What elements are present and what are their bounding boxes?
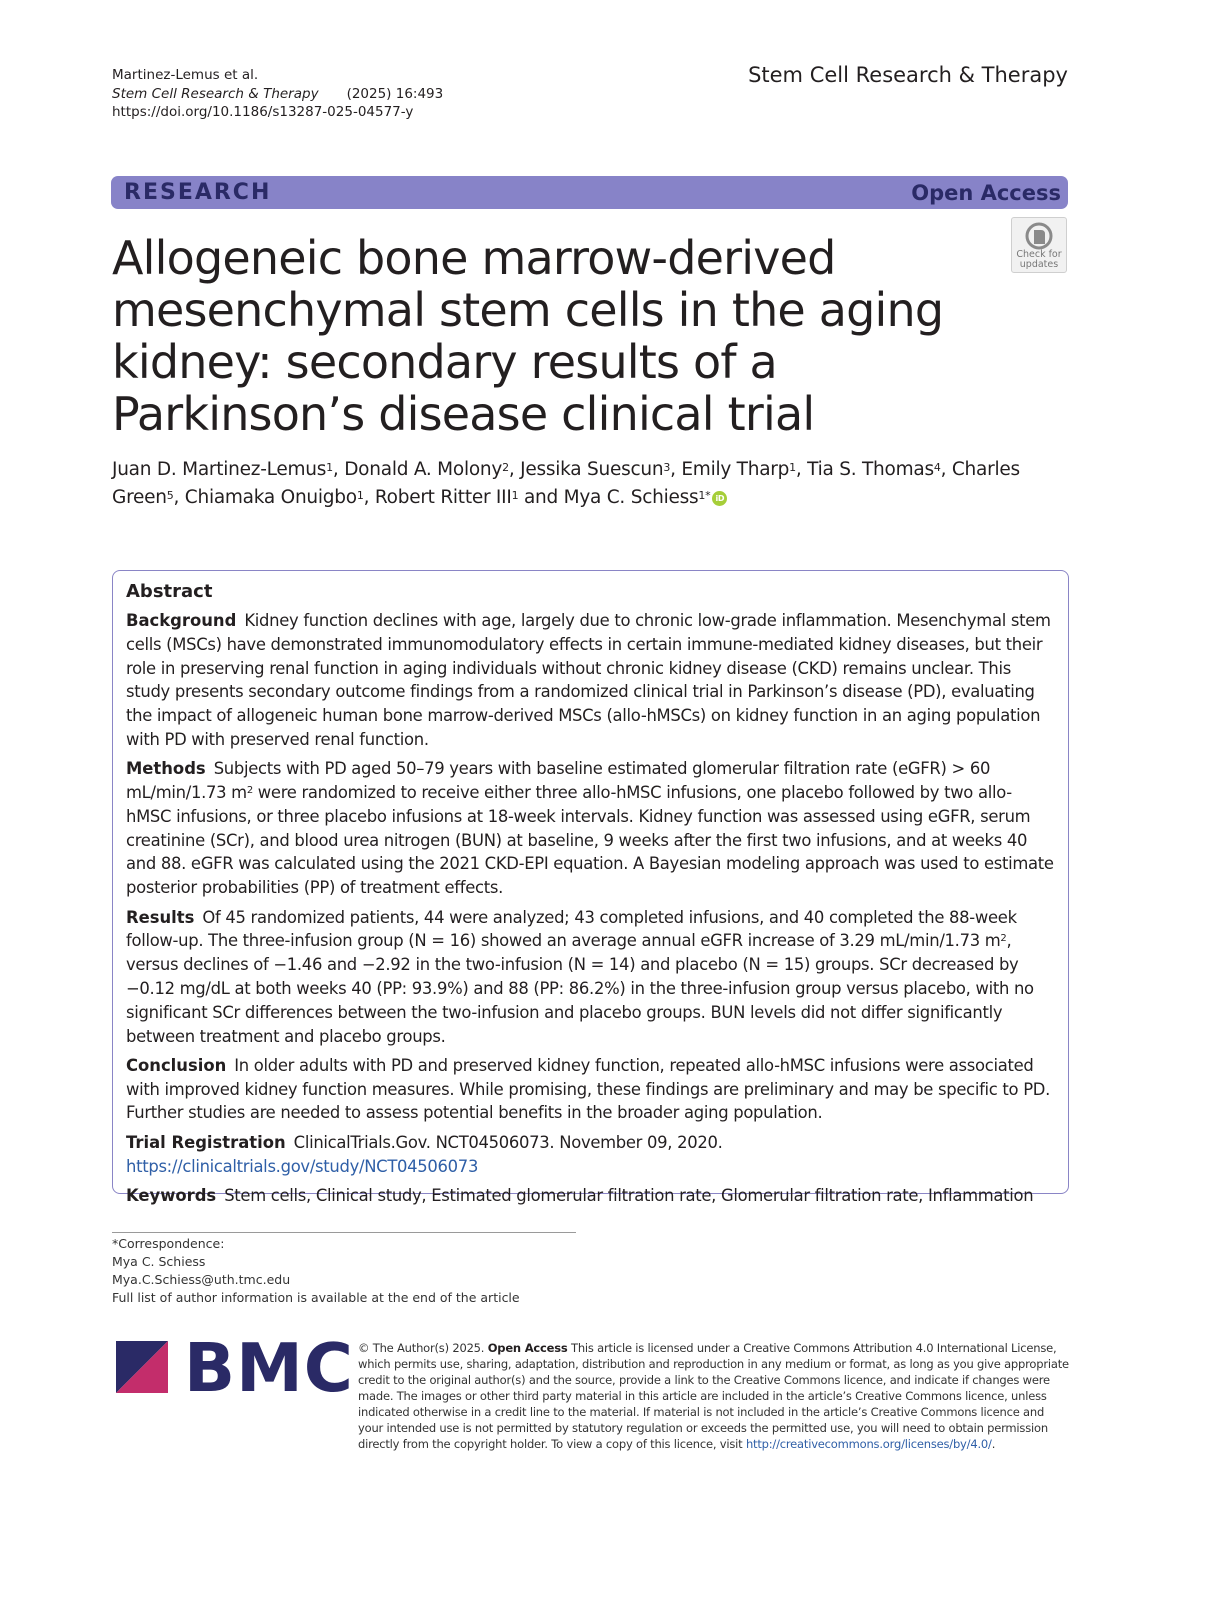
results-heading: Results [126, 907, 195, 927]
author-affiliation: 1 [326, 461, 333, 474]
article-type-bar [111, 176, 1068, 209]
author-separator: , [332, 459, 345, 480]
background-heading: Background [126, 611, 237, 630]
author-affiliation: 3 [663, 461, 671, 474]
author-separator: , [940, 459, 952, 480]
author-name: Donald A. Molony [344, 459, 503, 480]
journal-name: Stem Cell Research & Therapy [748, 63, 1068, 87]
author-separator: and [518, 487, 564, 508]
author-affiliation: 2 [502, 461, 509, 474]
author-name: Tia S. Thomas [807, 459, 934, 480]
abstract-heading: Abstract [126, 581, 213, 602]
article-title: Allogeneic bone marrow-derived mesenchymal stem cells in the aging kidney: secondary results of a Parkinson’s disease clinical trial [112, 231, 944, 441]
correspondence-email[interactable]: Mya.C.Schiess@uth.tmc.edu [112, 1272, 291, 1287]
author-list [112, 456, 1072, 512]
license-prefix: © The Author(s) 2025. [358, 1341, 488, 1355]
bmc-logo [116, 1329, 354, 1407]
bmc-logo-mark-icon [116, 1341, 168, 1393]
methods-superscript: 2 [246, 785, 253, 797]
license-suffix: . [991, 1437, 996, 1451]
conclusion-text: In older adults with PD and preserved kidney function, repeated allo-hMSC infusions were associated with improved kidney function measures. While promising, these findings are preliminary and may be specific to PD. Further studies are needed to assess potential benefits in the broader aging population. [126, 1055, 1051, 1123]
author-affiliation: 1 [511, 489, 519, 502]
author-affiliation: 4 [933, 461, 941, 474]
license-open-access: Open Access [487, 1341, 568, 1355]
check-for-updates-button[interactable] [1011, 217, 1067, 273]
correspondence-footnote [112, 1235, 520, 1307]
header-doi[interactable]: https://doi.org/10.1186/s13287-025-04577-y [112, 104, 414, 120]
bmc-logo-text: BMC [184, 1329, 354, 1407]
conclusion-heading: Conclusion [126, 1055, 227, 1075]
background-text: Kidney function declines with age, largely due to chronic low-grade inflammation. Mesenchymal stem cells (MSCs) have demonstrated immunomodulatory effects in certain immune-mediated kidney diseases, but their role in preserving renal function in aging individuals without chronic kidney disease (CKD) remains unclear. This study presents secondary outcome findings from a randomized clinical trial in Parkinson’s disease (PD), evaluating the impact of allogeneic human bone marrow-derived MSCs (allo-hMSCs) on kidney function in an aging population with PD with preserved renal function. [126, 611, 1051, 749]
abstract-conclusion [126, 1054, 1056, 1125]
trial-registration-heading: Trial Registration [126, 1132, 286, 1152]
methods-text-b: were randomized to receive either three allo-hMSC infusions, one placebo followed by two allo-hMSC infusions, or three placebo infusions at 18-week intervals. Kidney function was assessed using eGFR, serum creatinine (SCr), and blood urea nitrogen (BUN) at baseline, 9 weeks after the first two infusions, and at weeks 40 and 88. eGFR was calculated using the 2021 CKD-EPI equation. A Bayesian modeling approach was used to estimate posterior probabilities (PP) of treatment effects. [126, 783, 1054, 898]
license-statement [358, 1340, 1070, 1452]
author-name: Emily Tharp [681, 459, 790, 480]
abstract-background [126, 609, 1056, 752]
trial-registration-text: ClinicalTrials.Gov. NCT04506073. November 09, 2020. [293, 1132, 723, 1152]
author-separator: , [670, 459, 682, 480]
header-citation [112, 85, 443, 104]
keywords-heading: Keywords [126, 1185, 217, 1205]
check-updates-label: Check for updates [1016, 249, 1062, 270]
author-info-note: Full list of author information is available at the end of the article [112, 1290, 520, 1305]
header-authors: Martinez-Lemus et al. [112, 67, 259, 83]
abstract-trial-registration [126, 1131, 1056, 1179]
footnote-divider [112, 1232, 576, 1233]
keywords-text: Stem cells, Clinical study, Estimated glomerular filtration rate, Glomerular filtration rate, Inflammation [224, 1185, 1034, 1205]
license-link[interactable]: http://creativecommons.org/licenses/by/4.0/ [745, 1437, 992, 1451]
results-superscript: 2 [1000, 933, 1007, 945]
author-affiliation: 5 [166, 489, 174, 502]
author-separator: , [795, 459, 808, 480]
header-year-volume: (2025) 16:493 [346, 85, 444, 102]
author-separator: , [363, 487, 375, 508]
abstract-keywords [126, 1184, 1056, 1208]
author-name: Robert Ritter III [374, 487, 512, 508]
article-type-label: RESEARCH [124, 180, 272, 205]
author-separator: , [508, 459, 521, 480]
author-name: Mya C. Schiess [563, 487, 699, 508]
author-name: Charles Green [112, 459, 1020, 508]
header-journal: Stem Cell Research & Therapy [112, 85, 319, 102]
author-name: Jessika Suescun [520, 459, 664, 480]
author-affiliation: 1 [789, 461, 796, 474]
running-header [112, 66, 443, 122]
correspondence-label: *Correspondence: [112, 1236, 225, 1251]
methods-heading: Methods [126, 759, 206, 779]
open-access-label: Open Access [911, 180, 1061, 205]
author-affiliation: 1* [698, 489, 711, 502]
methods-text-a: Subjects with PD aged 50–79 years with baseline estimated glomerular filtration rate (eGFR) > 60 mL/min/1.73 m [126, 759, 991, 803]
check-updates-icon [1025, 222, 1053, 250]
author-separator: , [173, 487, 185, 508]
results-text-b: , versus declines of −1.46 and −2.92 in the two-infusion (N = 14) and placebo (N = 15) groups. SCr decreased by −0.12 mg/dL at both weeks 40 (PP: 93.9%) and 88 (PP: 86.2%) in the three-infusion group versus placebo, with no significant SCr differences between the two-infusion and placebo groups. BUN levels did not differ significantly between treatment and placebo groups. [126, 931, 1034, 1046]
author-affiliation: 1 [356, 489, 364, 502]
results-text-a: Of 45 randomized patients, 44 were analyzed; 43 completed infusions, and 40 completed the 88-week follow-up. The three-infusion group (N = 16) showed an average annual eGFR increase of 3.29 mL/min/1.73 m [126, 907, 1017, 951]
license-text: This article is licensed under a Creative Commons Attribution 4.0 International License, which permits use, sharing, adaptation, distribution and reproduction in any medium or format, as long as you give appropriate credit to the original author(s) and the source, provide a link to the Creative Commons licence, and indicate if changes were made. The images or other third party material in this article are included in the article’s Creative Commons licence, unless indicated otherwise in a credit line to the material. If material is not included in the article’s Creative Commons licence and your intended use is not permitted by statutory regulation or exceeds the permitted use, you will need to obtain permission directly from the copyright holder. To view a copy of this licence, visit [358, 1341, 1069, 1451]
author-name: Juan D. Martinez-Lemus [112, 459, 327, 480]
correspondence-name: Mya C. Schiess [112, 1254, 206, 1269]
trial-registration-link[interactable]: https://clinicaltrials.gov/study/NCT04506073 [126, 1156, 479, 1176]
abstract-methods [126, 757, 1056, 900]
abstract-box [112, 570, 1069, 1205]
orcid-icon[interactable]: iD [712, 491, 727, 506]
abstract-results [126, 906, 1056, 1049]
author-name: Chiamaka Onuigbo [184, 487, 357, 508]
